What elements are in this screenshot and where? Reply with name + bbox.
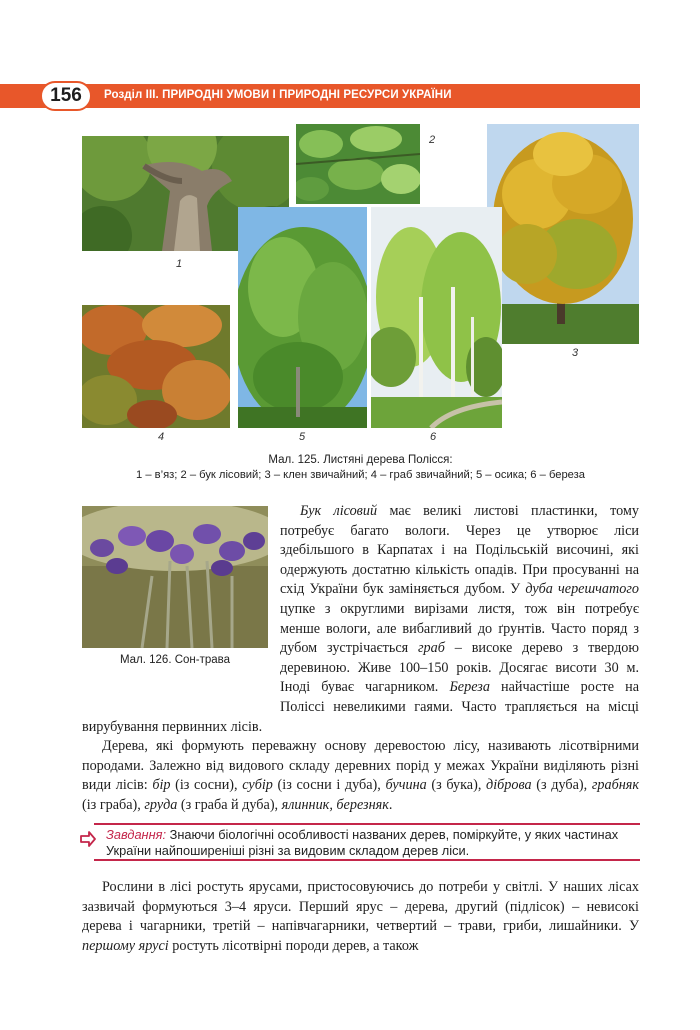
text-end: . bbox=[388, 796, 393, 813]
term-yalynnyk: ялинник, березняк bbox=[281, 796, 389, 813]
text-tiers-end: ростуть лісотвірні породи дерев, а також bbox=[168, 937, 419, 954]
float-spacer bbox=[82, 502, 280, 698]
figure-label-2: 2 bbox=[429, 134, 436, 146]
paragraph-3 bbox=[82, 878, 639, 956]
term-buchyna: бучина bbox=[385, 777, 427, 794]
task-bottom-rule bbox=[94, 859, 640, 861]
photo-hornbeam bbox=[82, 305, 230, 428]
photo-maple bbox=[487, 124, 639, 344]
task-box bbox=[80, 823, 640, 861]
photo-birch bbox=[371, 207, 502, 428]
arrow-right-icon bbox=[80, 831, 96, 847]
section-title: Розділ ІІІ. ПРИРОДНІ УМОВИ І ПРИРОДНІ РЕСУРСИ УКРАЇНИ bbox=[104, 89, 452, 101]
text-dibrova: (з дуба), bbox=[531, 777, 592, 794]
text-grabnyk: (із граба), bbox=[82, 796, 145, 813]
figure-126-caption: Мал. 126. Сон-трава bbox=[119, 654, 231, 666]
figure-label-1: 1 bbox=[176, 258, 183, 270]
task-label: Завдання: bbox=[106, 827, 167, 842]
task-body: Знаючи біологічні особливості названих дерев, поміркуйте, у яких частинах України найпоширеніші різні за видовим складом дерев ліси. bbox=[106, 827, 619, 858]
term-bir: бір bbox=[152, 777, 171, 794]
text-buchyna: (з бука), bbox=[426, 777, 487, 794]
paragraph-1 bbox=[82, 502, 639, 737]
figure-label-6: 6 bbox=[430, 431, 437, 443]
photo-aspen bbox=[238, 207, 367, 428]
term-birch: Береза bbox=[449, 679, 490, 696]
text-forest-types: Дерева, які формують переважну основу деревостою лісу, називають лісотвірними породами. Залежно від видового складу деревних порід у межах України виділяють різні види лісів: bbox=[82, 738, 639, 794]
figure-label-4: 4 bbox=[158, 431, 165, 443]
figure-125-title: Мал. 125. Листяні дерева Полісся: bbox=[268, 454, 453, 466]
text-gruda: (з граба й дуба), bbox=[177, 796, 282, 813]
term-gruda: груда bbox=[144, 796, 178, 813]
term-grabnyk: грабняк bbox=[591, 777, 639, 794]
text-hornbeam: – високе дерево з твердою деревиною. Живе 100–150 років. Досягає висоти 30 м. Іноді буває чагарником. bbox=[280, 640, 639, 696]
text-oak: цупке з округлими вирізами листя, тож він потребує менше вологи, але вибагливий до ґрунтів. Часто поряд з дубом зустрічається bbox=[280, 600, 639, 657]
term-first-tier: першому ярусі bbox=[82, 937, 169, 954]
term-oak: дуба черешчатого bbox=[525, 581, 639, 598]
text-beech: має великі листові пластинки, тому потребує багато вологи. Через це утворює ліси здебільшого в Карпатах і на Подільській височині, які одержують достатню кількість опадів. При просуванні на схід України бук заміняється дубом. У bbox=[280, 503, 640, 598]
figure-label-3: 3 bbox=[572, 347, 579, 359]
paragraph-beech-oak bbox=[82, 502, 639, 816]
photo-beech bbox=[296, 124, 420, 204]
term-subir: субір bbox=[242, 777, 273, 794]
text-subir: (із сосни і дуба), bbox=[272, 777, 386, 794]
paragraph-2 bbox=[82, 737, 639, 815]
paragraph-tiers bbox=[82, 878, 639, 956]
figure-label-5: 5 bbox=[299, 431, 306, 443]
text-tiers: Рослини в лісі ростуть ярусами, пристосовуючись до потреби у світлі. У наших лісах зазвичай формуються 3–4 яруси. Перший ярус – дерева, другий (підлісок) – невисокі дерева і чагарники, третій – напівчагарники, четвертий – трави, гриби, лишайники. У bbox=[82, 879, 639, 935]
term-hornbeam: граб bbox=[418, 640, 445, 657]
page-number: 156 bbox=[40, 81, 92, 111]
figure-125-items: 1 – в’яз; 2 – бук лісовий; 3 – клен звичайний; 4 – граб звичайний; 5 – осика; 6 – береза bbox=[136, 469, 585, 481]
term-dibrova: діброва bbox=[486, 777, 532, 794]
term-beech: Бук лісовий bbox=[300, 503, 378, 519]
text-birch: найчастіше росте на Поліссі невеликими гаями. Часто трапляється на місці вирубування первинних лісів. bbox=[82, 679, 639, 735]
text-bir: (із сосни), bbox=[170, 777, 243, 794]
page-header bbox=[0, 81, 640, 111]
figure-125-caption bbox=[82, 453, 639, 483]
task-text bbox=[106, 827, 640, 858]
task-top-rule bbox=[94, 823, 640, 825]
